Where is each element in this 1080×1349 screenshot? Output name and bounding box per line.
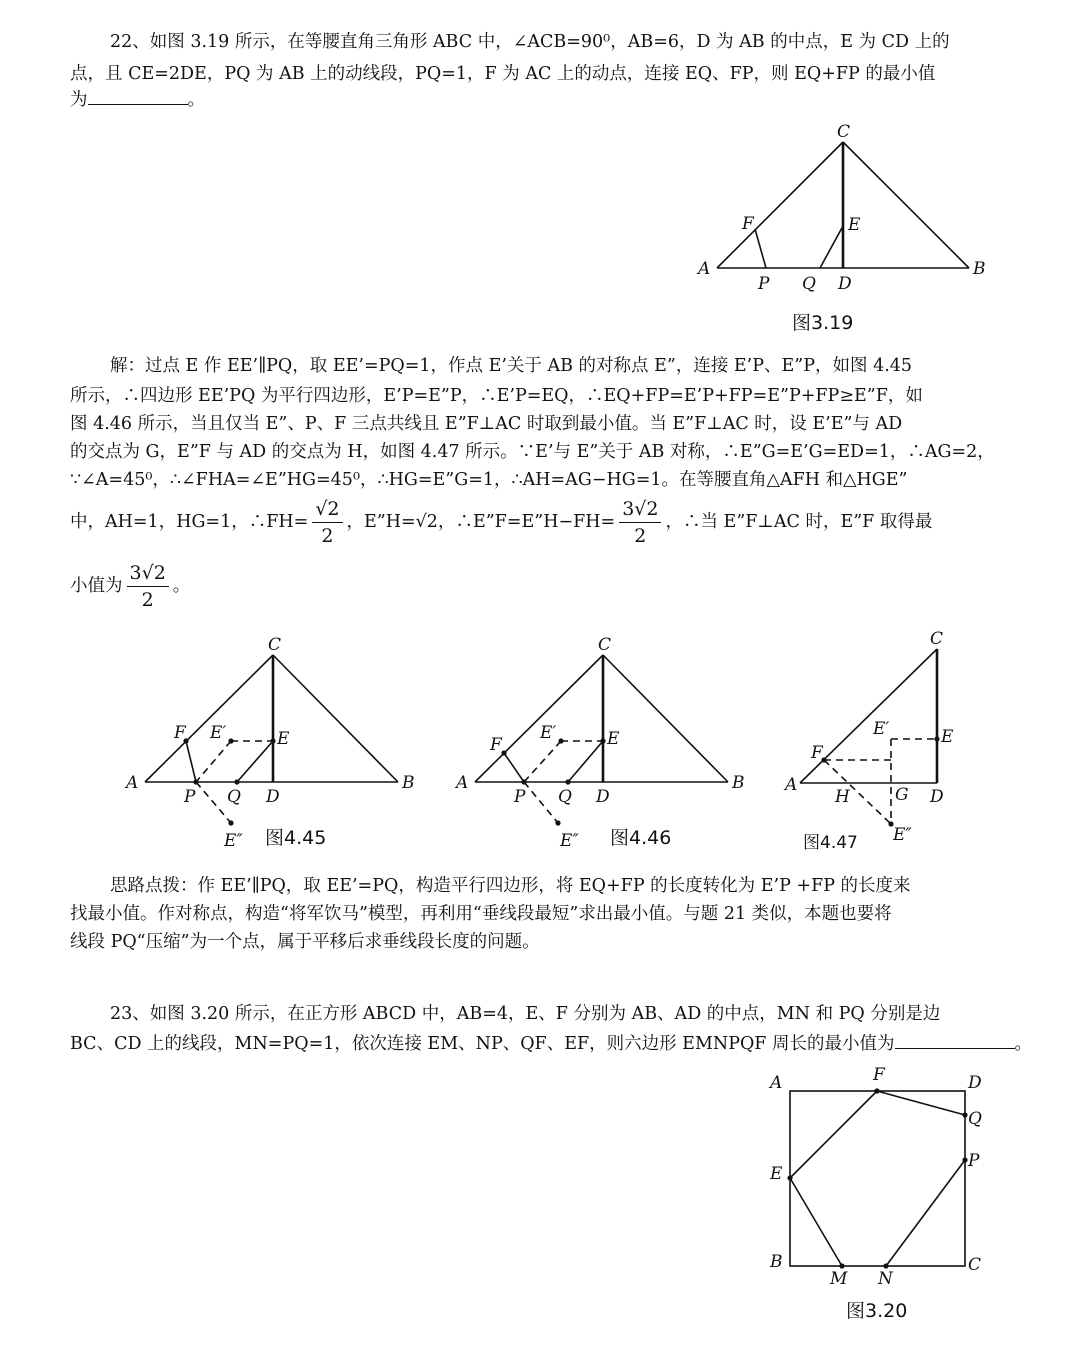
label-q: Q [968,1109,982,1129]
problem22-line2: 点，且 CE=2DE，PQ 为 AB 上的动线段，PQ=1，F 为 AC 上的动点，连接 EQ、FP，则 EQ+FP 的最小值 [70,64,936,84]
label-f: F [873,1065,885,1085]
point-e [600,738,605,743]
point-p [521,779,526,784]
point-e [934,736,939,741]
label-c: C [930,629,944,649]
segment-ac [717,142,843,268]
point-e [787,1175,792,1180]
segment-cb [273,655,398,782]
label-c: C [968,1255,982,1275]
label-q: Q [227,787,241,807]
point-m [839,1263,844,1268]
label-b: B [402,773,415,793]
segment-eq [237,741,273,782]
caption-3-20: 图3.20 [846,1300,908,1322]
label-q: Q [558,787,572,807]
caption-4-45: 图4.45 [265,827,327,849]
label-d: D [266,787,280,807]
problem23-line1: 23、如图 3.20 所示，在正方形 ABCD 中，AB=4，E、F 分别为 AB、AD 的中点，MN 和 PQ 分别是边 [110,1004,941,1024]
point-e [270,738,275,743]
segment-eq [568,741,603,782]
problem22-line1: 22、如图 3.19 所示，在等腰直角三角形 ABC 中，∠ACB=90⁰，AB=6，D 为 AB 的中点，E 为 CD 上的 [110,32,950,52]
label-e1: E′ [540,723,557,743]
solution-line5: ∵∠A=45⁰，∴∠FHA=∠E”HG=45⁰，∴HG=E”G=1，∴AH=AG−HG=1。在等腰直角△AFH 和△HGE” [70,470,908,490]
label-b: B [770,1252,783,1272]
figure-4-47 [775,628,975,856]
problem22-line3: 为 。 [70,86,1015,111]
segment-pe2 [196,782,231,823]
point-n [883,1263,888,1268]
solution-line1: 解：过点 E 作 EE’∥PQ，取 EE’=PQ=1，作点 E’关于 AB 的对称点 E”，连接 E’P、E”P，如图 4.45 [110,356,913,376]
label-p: P [968,1151,980,1171]
point-q [962,1112,967,1117]
figure-4-46 [450,630,760,855]
segment-cb [843,142,969,268]
solution-line4: 的交点为 G，E”F 与 AD 的交点为 H，如图 4.47 所示。∵E’与 E”关于 AB 对称，∴E”G=E’G=ED=1，∴AG=2， [70,442,995,462]
label-d: D [968,1073,982,1093]
segment-cb [603,655,728,782]
label-e1: E′ [873,719,890,739]
point-q [565,779,570,784]
answer-blank-22 [88,86,188,105]
label-p: P [184,787,196,807]
segment-fp [186,741,196,782]
label-q: Q [802,274,816,294]
hint-line3: 线段 PQ“压缩”为一个点，属于平移后求垂线段长度的问题。 [70,932,540,952]
solution-line6: 中，AH=1，HG=1，∴FH= $\frac{√2}{2}$ ，E”H=√2，∴E”F=E”H−FH= $\frac{3√2}{2}$ ，∴当 E”F⊥AC 时，E”F 取得最 [70,498,933,547]
label-a: A [456,773,469,793]
label-f: F [811,743,823,763]
label-f: F [490,735,502,755]
square-abcd [790,1091,965,1266]
caption-3-19: 图3.19 [792,312,854,334]
label-c: C [837,122,851,142]
segment-fp [504,753,524,782]
hint-line1: 思路点拨：作 EE’∥PQ，取 EE’=PQ，构造平行四边形，将 EQ+FP 的长度转化为 E’P +FP 的长度来 [110,876,911,896]
label-e1: E′ [210,723,227,743]
label-e2: E″ [560,831,579,851]
point-e2 [228,820,233,825]
label-b: B [973,259,986,279]
answer-blank-23 [895,1030,1015,1049]
label-e: E [607,729,620,749]
segment-fp [755,229,766,268]
segment-qf [877,1091,965,1115]
label-p: P [514,787,526,807]
figure-3-20 [760,1062,1000,1332]
label-a: A [785,775,798,795]
point-p [962,1157,967,1162]
label-e2: E″ [224,831,243,851]
label-a: A [126,773,139,793]
label-e: E [848,215,861,235]
label-d: D [596,787,610,807]
fraction-min: $\frac{3√2}{2}$ [127,560,169,613]
hexagon-emnpqf [790,1178,842,1266]
point-e1 [228,738,233,743]
caption-4-47: 图4.47 [803,833,858,853]
label-f: F [742,214,754,234]
label-d: D [838,274,852,294]
segment-ef [790,1091,877,1178]
point-f [874,1088,879,1093]
point-e1 [558,738,563,743]
label-a: A [698,259,711,279]
label-a: A [770,1073,783,1093]
label-e: E [770,1164,783,1184]
label-e: E [277,729,290,749]
fraction-fh: $\frac{√2}{2}$ [312,496,342,549]
hint-line2: 找最小值。作对称点，构造“将军饮马”模型，再利用“垂线段最短”求出最小值。与题 21 类似，本题也要将 [70,904,892,924]
label-g: G [895,785,909,805]
figure-3-19 [690,115,1000,340]
point-p [193,779,198,784]
label-p: P [758,274,770,294]
solution-line7: 小值为 $\frac{3√2}{2}$ 。 [70,562,191,611]
point-q [234,779,239,784]
point-f [501,750,506,755]
label-n: N [878,1269,893,1289]
solution-line3: 图 4.46 所示，当且仅当 E”、P、F 三点共线且 E”F⊥AC 时取到最小值。当 E”F⊥AC 时，设 E’E”与 AD [70,414,903,434]
label-c: C [598,635,612,655]
fraction-ef: $\frac{3√2}{2}$ [619,496,661,549]
caption-4-46: 图4.46 [610,827,672,849]
label-e: E [941,727,954,747]
segment-pe2 [524,782,558,823]
solution-line2: 所示，∴四边形 EE’PQ 为平行四边形，E’P=E”P，∴E’P=EQ，∴EQ+FP=E’P+FP=E”P+FP≥E”F，如 [70,386,923,406]
problem23-line2: BC、CD 上的线段，MN=PQ=1，依次连接 EM、NP、QF、EF，则六边形 EMNPQF 周长的最小值为 。 [70,1030,1015,1055]
segment-e1p [524,741,561,782]
label-c: C [268,635,282,655]
segment-eq [820,226,843,268]
label-m: M [830,1269,848,1289]
label-e2: E″ [893,825,912,845]
segment-e1p [196,741,231,782]
label-d: D [930,787,944,807]
figure-4-45 [120,630,420,855]
label-b: B [732,773,745,793]
label-h: H [835,787,850,807]
point-e2 [555,820,560,825]
label-f: F [174,723,186,743]
segment-np [886,1160,965,1266]
